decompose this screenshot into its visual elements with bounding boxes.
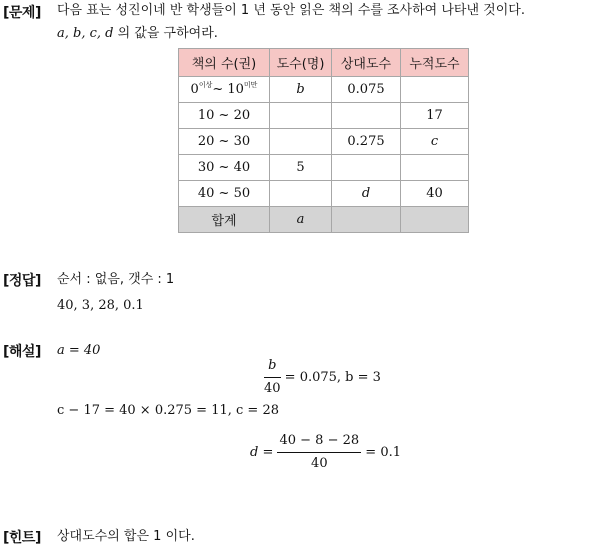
solution-eq-4-lhs: d =	[250, 445, 278, 460]
table-row	[179, 181, 469, 207]
total-cumulative-cell	[401, 207, 469, 233]
relative-frequency-cell	[332, 103, 401, 129]
fraction-denominator: 40	[311, 456, 328, 471]
table-total-row	[179, 207, 469, 233]
total-label: 합계	[179, 207, 270, 233]
solution-eq-2-rest: = 0.075, b = 3	[280, 370, 381, 385]
class-range-cell: 30 ~ 40	[179, 155, 270, 181]
cumulative-frequency-cell	[401, 155, 469, 181]
relative-frequency-cell: d	[332, 181, 401, 207]
frequency-cell	[270, 103, 332, 129]
total-frequency-cell: a	[270, 207, 332, 233]
fraction	[277, 432, 361, 473]
cumulative-frequency-cell: c	[401, 129, 469, 155]
class-range-cell: $0^{이상}\sim$ $10^{미만}$	[179, 77, 270, 103]
solution-eq-1: a = 40	[57, 343, 101, 358]
table-header-row	[179, 49, 469, 77]
class-range-cell: 40 ~ 50	[179, 181, 270, 207]
lower-bound-label: 이상	[198, 81, 213, 89]
table-row	[179, 77, 469, 103]
class-range-cell: 20 ~ 30	[179, 129, 270, 155]
answer-meta: 순서 : 없음, 갯수 : 1	[57, 272, 175, 287]
header-frequency: 도수(명)	[270, 49, 332, 77]
header-cumulative-frequency: 누적도수	[401, 49, 469, 77]
solution-eq-2	[264, 357, 381, 398]
answer-values: 40, 3, 28, 0.1	[57, 298, 144, 313]
fraction	[264, 357, 281, 398]
solution-eq-4	[250, 432, 401, 473]
fraction-denominator: 40	[264, 381, 281, 396]
solution-eq-3: c − 17 = 40 × 0.275 = 11, c = 28	[57, 403, 279, 418]
frequency-cell	[270, 129, 332, 155]
relative-frequency-cell: 0.075	[332, 77, 401, 103]
answer-tag: [정답]	[3, 273, 41, 289]
relative-frequency-cell: 0.275	[332, 129, 401, 155]
fraction-numerator: 40 − 8 − 28	[277, 432, 361, 453]
frequency-cell: b	[270, 77, 332, 103]
header-book-count: 책의 수(권)	[179, 49, 270, 77]
relative-frequency-cell	[332, 155, 401, 181]
frequency-cell	[270, 181, 332, 207]
cumulative-frequency-cell: 40	[401, 181, 469, 207]
cumulative-frequency-cell	[401, 77, 469, 103]
problem-tag: [문제]	[3, 5, 41, 21]
upper-bound-label: 미만	[243, 81, 258, 89]
table-row	[179, 155, 469, 181]
total-relative-cell	[332, 207, 401, 233]
fraction-numerator: b	[264, 357, 281, 378]
problem-text: 다음 표는 성진이네 반 학생들이 1 년 동안 읽은 책의 수를 조사하여 나타낸 것이다.	[57, 3, 525, 18]
header-relative-frequency: 상대도수	[332, 49, 401, 77]
problem-variables: a, b, c, d	[57, 26, 114, 41]
solution-eq-4-rest: = 0.1	[361, 445, 401, 460]
class-range-cell: 10 ~ 20	[179, 103, 270, 129]
table-row	[179, 129, 469, 155]
cumulative-frequency-cell: 17	[401, 103, 469, 129]
table-row	[179, 103, 469, 129]
solution-tag: [해설]	[3, 344, 41, 360]
frequency-table	[178, 48, 469, 233]
problem-text-2-suffix: 의 값을 구하여라.	[113, 26, 218, 41]
frequency-cell: 5	[270, 155, 332, 181]
hint-text: 상대도수의 합은 1 이다.	[57, 529, 195, 544]
hint-tag: [힌트]	[3, 530, 41, 546]
problem-text-2	[57, 25, 218, 43]
